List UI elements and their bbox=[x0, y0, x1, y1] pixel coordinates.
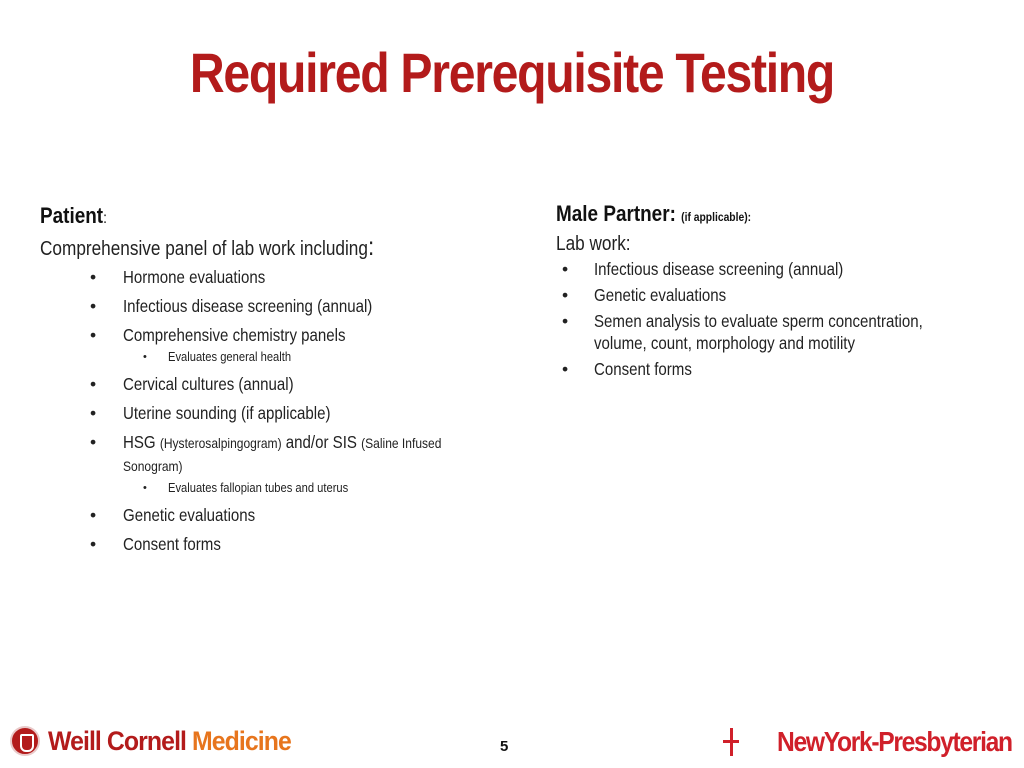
list-item bbox=[556, 258, 996, 280]
sub-bullet-icon: • bbox=[143, 351, 147, 363]
male-partner-intro-text: Lab work: bbox=[556, 233, 631, 255]
bullet-icon: • bbox=[562, 359, 569, 379]
list-item bbox=[556, 284, 996, 306]
bullet-icon: • bbox=[90, 267, 97, 287]
sub-bullet-icon: • bbox=[143, 482, 147, 494]
patient-intro-colon: : bbox=[367, 231, 375, 261]
list-item-text: Infectious disease screening (annual) bbox=[594, 259, 844, 279]
list-item-text: Genetic evaluations bbox=[594, 285, 727, 305]
list-item-text: Comprehensive chemistry panels bbox=[123, 325, 346, 345]
hsg-label: HSG bbox=[123, 432, 156, 452]
list-item bbox=[40, 402, 500, 424]
patient-list bbox=[40, 266, 500, 555]
patient-column bbox=[40, 200, 500, 562]
list-item bbox=[40, 295, 500, 317]
bullet-icon: • bbox=[90, 505, 97, 525]
list-item-text: Consent forms bbox=[594, 359, 692, 379]
patient-heading-line bbox=[40, 200, 500, 232]
bullet-icon: • bbox=[90, 403, 97, 423]
hsg-paren-1: (Hysterosalpingogram) bbox=[159, 435, 282, 451]
list-item-text: Cervical cultures (annual) bbox=[123, 374, 294, 394]
male-partner-list bbox=[556, 258, 996, 380]
patient-intro bbox=[40, 232, 500, 266]
sub-list bbox=[123, 479, 500, 497]
bullet-icon: • bbox=[562, 311, 569, 331]
list-item-text: Infectious disease screening (annual) bbox=[123, 296, 373, 316]
hsg-item-text bbox=[123, 431, 484, 477]
bullet-icon: • bbox=[90, 534, 97, 554]
list-item bbox=[556, 310, 996, 354]
wcm-wordmark bbox=[48, 726, 291, 757]
patient-heading: Patient bbox=[40, 203, 104, 228]
list-item bbox=[40, 533, 500, 555]
page-number: 5 bbox=[500, 738, 509, 755]
bullet-icon: • bbox=[90, 325, 97, 345]
bullet-icon: • bbox=[562, 259, 569, 279]
sub-list-item bbox=[123, 479, 500, 497]
weill-cornell-logo bbox=[10, 724, 312, 758]
bullet-icon: • bbox=[90, 374, 97, 394]
list-item bbox=[40, 431, 500, 497]
male-partner-note: (if applicable): bbox=[681, 210, 752, 224]
sub-list bbox=[123, 348, 500, 366]
list-item-text: Uterine sounding (if applicable) bbox=[123, 403, 331, 423]
nyp-logo bbox=[723, 726, 1012, 758]
slide-title: Required Prerequisite Testing bbox=[189, 41, 835, 104]
nyp-cross-icon bbox=[723, 728, 739, 756]
list-item-text: Hormone evaluations bbox=[123, 267, 266, 287]
patient-heading-colon: : bbox=[103, 210, 107, 227]
list-item bbox=[40, 266, 500, 288]
list-item-text: Genetic evaluations bbox=[123, 505, 256, 525]
hsg-paren-2: (Saline Infused Sonogram) bbox=[123, 435, 442, 474]
male-partner-heading: Male Partner: bbox=[556, 201, 676, 226]
hsg-mid: and/or SIS bbox=[285, 432, 357, 452]
cornell-seal-icon bbox=[10, 726, 40, 756]
nyp-wordmark: NewYork-Presbyterian bbox=[777, 726, 1012, 757]
list-item bbox=[40, 373, 500, 395]
sub-list-item bbox=[123, 348, 500, 366]
wcm-wordmark-part2: Medicine bbox=[192, 725, 291, 756]
list-item-text: Consent forms bbox=[123, 534, 221, 554]
male-partner-column bbox=[556, 198, 996, 384]
patient-intro-text: Comprehensive panel of lab work including bbox=[40, 238, 368, 260]
list-item bbox=[40, 324, 500, 366]
bullet-icon: • bbox=[90, 432, 97, 452]
wcm-wordmark-part1: Weill Cornell bbox=[48, 725, 193, 756]
list-item-text: Semen analysis to evaluate sperm concentration, volume, count, morphology and motility bbox=[594, 311, 923, 353]
bullet-icon: • bbox=[562, 285, 569, 305]
sub-list-item-text: Evaluates general health bbox=[168, 349, 292, 364]
sub-list-item-text: Evaluates fallopian tubes and uterus bbox=[168, 480, 349, 495]
list-item bbox=[556, 358, 996, 380]
male-partner-intro bbox=[556, 230, 996, 258]
list-item bbox=[40, 504, 500, 526]
male-partner-heading-line bbox=[556, 198, 996, 230]
bullet-icon: • bbox=[90, 296, 97, 316]
